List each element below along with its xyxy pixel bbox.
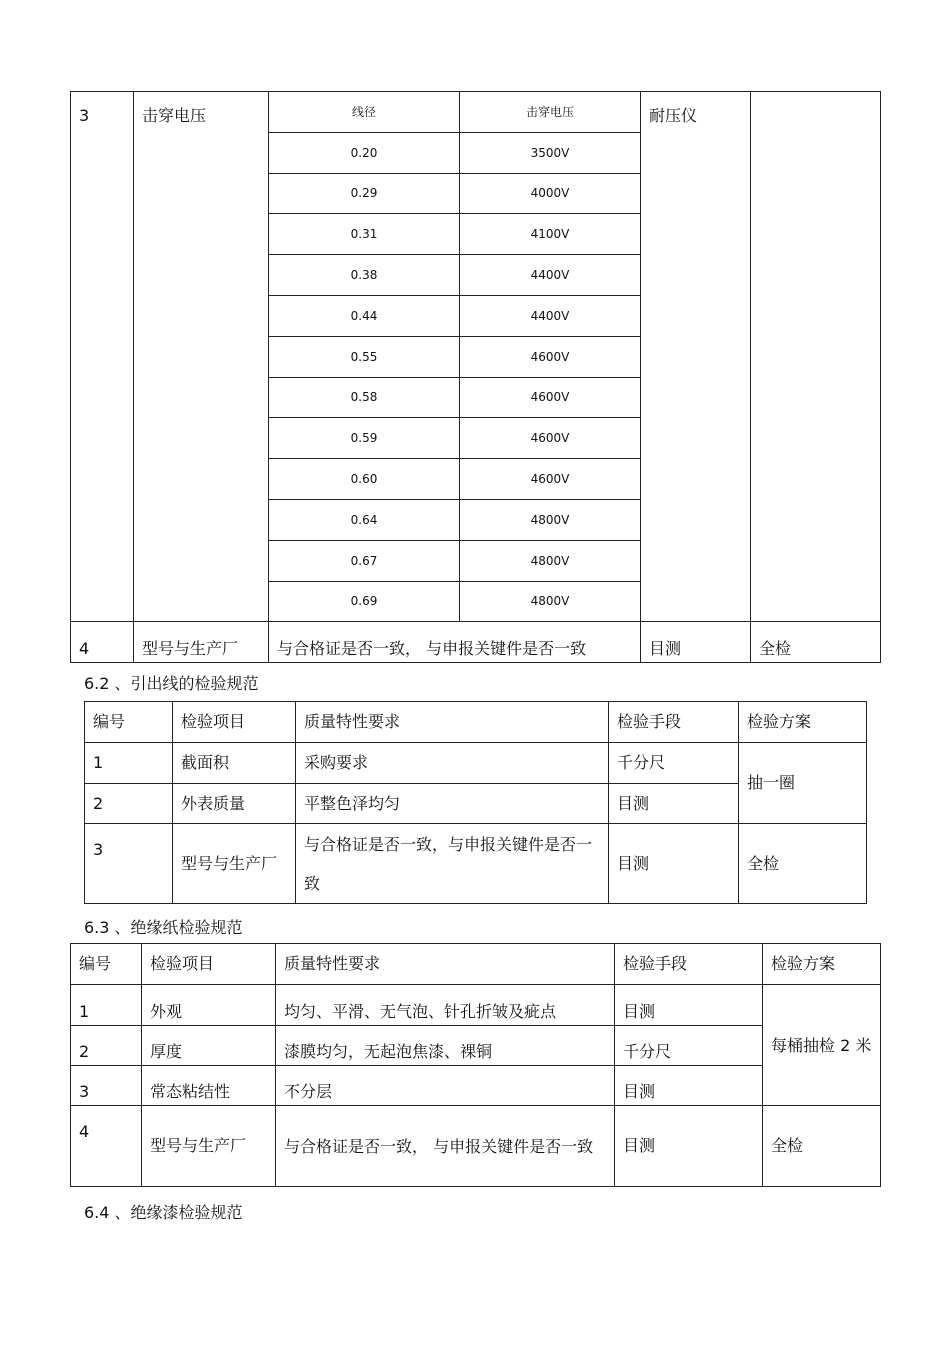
table-row — [71, 985, 881, 1026]
table-cell: 目测 — [609, 784, 739, 824]
inspection-plan: 抽一圈 — [739, 743, 867, 824]
sub-header-wire-diameter: 线径 — [269, 92, 460, 133]
column-header: 检验方案 — [739, 702, 867, 743]
wire-diameter-cell: 0.38 — [269, 255, 460, 296]
table-cell: 漆膜均匀，无起泡焦漆、裸铜 — [276, 1026, 615, 1066]
sub-header-breakdown-voltage: 击穿电压 — [460, 92, 641, 133]
section-6-2-heading: 6.2 、引出线的检验规范 — [84, 674, 259, 693]
wire-diameter-cell: 0.60 — [269, 459, 460, 500]
table-cell: 1 — [85, 743, 173, 784]
table-cell: 均匀、平滑、无气泡、针孔折皱及疵点 — [276, 985, 615, 1026]
table-cell: 全检 — [739, 824, 867, 904]
breakdown-voltage-cell: 4600V — [460, 377, 641, 418]
table-cell: 2 — [71, 1026, 142, 1066]
item-name: 型号与生产厂 — [134, 622, 269, 663]
insulating-paper-table — [70, 943, 881, 1187]
inspection-plan — [751, 92, 881, 622]
item-number: 3 — [71, 92, 134, 622]
table-cell: 与合格证是否一致， 与申报关键件是否一致 — [276, 1106, 615, 1187]
table-cell: 采购要求 — [296, 743, 609, 784]
table-cell: 平整色泽均匀 — [296, 784, 609, 824]
wire-diameter-cell: 0.55 — [269, 336, 460, 377]
breakdown-voltage-cell: 4100V — [460, 214, 641, 255]
breakdown-voltage-cell: 4600V — [460, 418, 641, 459]
inspection-plan: 全检 — [751, 622, 881, 663]
breakdown-voltage-cell: 3500V — [460, 132, 641, 173]
table-cell: 目测 — [615, 985, 763, 1026]
quality-requirement: 与合格证是否一致， 与申报关键件是否一致 — [269, 622, 641, 663]
table-cell: 截面积 — [173, 743, 296, 784]
table-cell: 厚度 — [142, 1026, 276, 1066]
table-cell: 型号与生产厂 — [142, 1106, 276, 1187]
breakdown-voltage-cell: 4600V — [460, 336, 641, 377]
inspection-plan: 每桶抽检 2 米 — [763, 985, 881, 1106]
table-cell: 千分尺 — [609, 743, 739, 784]
column-header: 检验项目 — [173, 702, 296, 743]
section-6-4-heading: 6.4 、绝缘漆检验规范 — [84, 1203, 243, 1222]
table-row — [85, 824, 867, 904]
table-cell: 4 — [71, 1106, 142, 1187]
table-cell: 3 — [85, 824, 173, 904]
breakdown-voltage-cell: 4400V — [460, 255, 641, 296]
table-row — [71, 1106, 881, 1187]
breakdown-voltage-cell: 4800V — [460, 581, 641, 622]
table-cell: 目测 — [615, 1066, 763, 1106]
table-cell: 目测 — [615, 1106, 763, 1187]
wire-diameter-cell: 0.69 — [269, 581, 460, 622]
column-header: 质量特性要求 — [296, 702, 609, 743]
wire-diameter-cell: 0.31 — [269, 214, 460, 255]
table-cell: 全检 — [763, 1106, 881, 1187]
table-row — [71, 622, 881, 663]
breakdown-voltage-cell: 4600V — [460, 459, 641, 500]
wire-diameter-cell: 0.44 — [269, 295, 460, 336]
breakdown-voltage-cell: 4400V — [460, 295, 641, 336]
table-cell: 目测 — [609, 824, 739, 904]
wire-diameter-cell: 0.29 — [269, 173, 460, 214]
table-cell: 不分层 — [276, 1066, 615, 1106]
breakdown-voltage-cell: 4000V — [460, 173, 641, 214]
wire-diameter-cell: 0.58 — [269, 377, 460, 418]
table-cell: 型号与生产厂 — [173, 824, 296, 904]
lead-wire-table — [84, 701, 867, 904]
header-row — [85, 702, 867, 743]
column-header: 编号 — [85, 702, 173, 743]
item-name: 击穿电压 — [134, 92, 269, 622]
wire-diameter-cell: 0.20 — [269, 132, 460, 173]
section-6-3-heading: 6.3 、绝缘纸检验规范 — [84, 918, 243, 937]
table-row — [71, 1066, 881, 1106]
table-row — [85, 743, 867, 784]
breakdown-voltage-cell: 4800V — [460, 540, 641, 581]
breakdown-voltage-table — [70, 91, 881, 663]
table-row — [71, 92, 881, 133]
inspection-method: 耐压仪 — [641, 92, 751, 622]
table-cell: 与合格证是否一致，与申报关键件是否一致 — [296, 824, 609, 904]
column-header: 检验手段 — [615, 944, 763, 985]
table-cell: 2 — [85, 784, 173, 824]
wire-diameter-cell: 0.59 — [269, 418, 460, 459]
item-number: 4 — [71, 622, 134, 663]
table-cell: 3 — [71, 1066, 142, 1106]
column-header: 检验项目 — [142, 944, 276, 985]
header-row — [71, 944, 881, 985]
column-header: 检验手段 — [609, 702, 739, 743]
inspection-method: 目测 — [641, 622, 751, 663]
table-cell: 常态粘结性 — [142, 1066, 276, 1106]
table-cell: 外观 — [142, 985, 276, 1026]
column-header: 质量特性要求 — [276, 944, 615, 985]
breakdown-voltage-cell: 4800V — [460, 499, 641, 540]
table-cell: 1 — [71, 985, 142, 1026]
table-cell: 千分尺 — [615, 1026, 763, 1066]
column-header: 检验方案 — [763, 944, 881, 985]
column-header: 编号 — [71, 944, 142, 985]
wire-diameter-cell: 0.67 — [269, 540, 460, 581]
table-row — [71, 1026, 881, 1066]
wire-diameter-cell: 0.64 — [269, 499, 460, 540]
table-cell: 外表质量 — [173, 784, 296, 824]
